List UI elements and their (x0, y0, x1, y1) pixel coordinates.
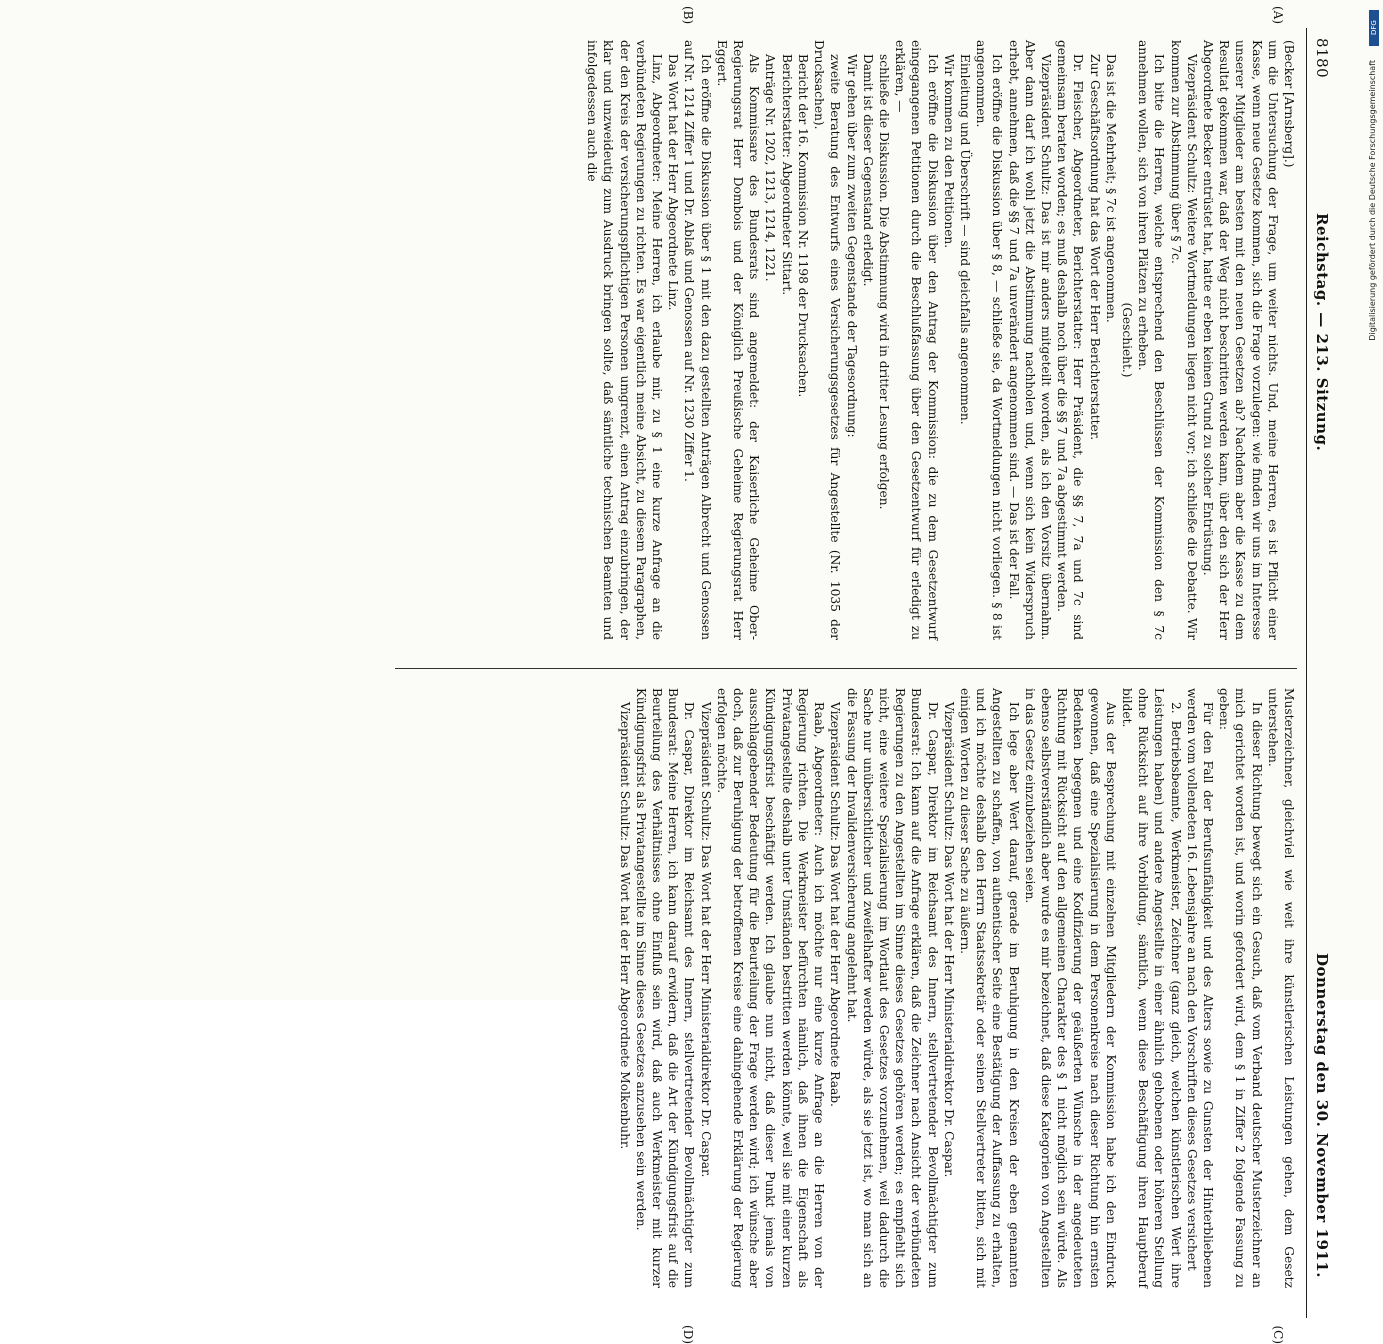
right-column-paragraph: Für den Fall der Berufsunfähigkeit und des Alters sowie zu Gunsten der Hinterbliebenen werden vom vollendeten 16. Lebensjahre an nach den Vorschriften dieses Gesetzes versichert (1184, 688, 1215, 1288)
margin-marker-d: (D) (681, 1325, 695, 1344)
left-column-paragraph: Linz, Abgeordneter: Meine Herren, ich erlaube mir, zu § 1 eine kurze Anfrage an die verbündeten Regierungen zu richten. Es war eigentlich meine Absicht, zu diesem Paragraphen, der den Kreis der versicherungspflichtigen Personen umgrenzt, einen Antrag einzubringen, der klar und unzweideutig zum Ausdruck bringen sollte, daß sämtliche technischen Beamten und infolgedessen auch die (585, 40, 665, 640)
page-number: 8180 (1313, 38, 1331, 79)
session-date: Donnerstag den 30. November 1911. (1313, 952, 1331, 1278)
page-header (1306, 28, 1335, 1318)
left-column-paragraph: Ich bitte die Herren, welche entsprechend den Beschlüssen der Kommission den § 7c annehmen wollen, sich von ihren Plätzen zu erheben. (1136, 40, 1167, 640)
right-column-paragraph: Dr. Caspar, Direktor im Reichsamt des Innern, stellvertretender Bevollmächtigter zum Bundesrat: Meine Herren, ich kann darauf erwidern, daß die Art der Kündigungsfrist auf die Beurteilung des Verhältnisses ohne Einfluß sein wird, daß auch Werkmeister mit kurzer Kündigungsfrist als Privatangestellte im Sinne dieses Gesetzes anzusehen sein werden. (633, 688, 697, 1288)
digitization-note: Digitalisierung gefördert durch die Deutsche Forschungsgemeinschaft (1368, 60, 1377, 341)
left-column-paragraph: Damit ist dieser Gegenstand erledigt. (860, 54, 875, 287)
right-column-paragraph: 2. Betriebsbeamte, Werkmeister, Zeichner (ganz gleich, welchen künstlerischen Wert ihre Leistungen haben) und andere Angestellte in einer ähnlich gehobenen oder höheren Stellung ohne Rücksicht auf ihre Vorbildung, sämtlich, wenn diese Beschäftigung ihren Hauptberuf bildet. (1119, 688, 1183, 1288)
column-divider (395, 668, 1297, 669)
left-column-paragraph: Das Wort hat der Herr Abgeordnete Linz. (666, 54, 681, 311)
left-column-paragraph: Das ist die Mehrheit; § 7c ist angenommen. (1103, 54, 1118, 323)
left-column-paragraph: schließe die Diskussion. Die Abstimmung wird in dritter Lesung erfolgen. (876, 54, 891, 510)
left-column-paragraph: (Becker [Arnsberg].) (1282, 40, 1296, 168)
margin-marker-c: (C) (1271, 1325, 1285, 1344)
right-column-paragraph: Ich lege aber Wert darauf, gerade im Beruhigung in den Kreisen der eben genannten Angestellten zu schaffen, von authentischer Seite eine Bestätigung der Auffassung zu erhalten, und ich möchte deshalb den Herrn Staatssekretär oder seinen Stellvertreter bitten, sich mit einigen Worten zu dieser Sache zu äußern. (957, 688, 1021, 1288)
left-column-paragraph: Wir gehen über zum zweiten Gegenstande der Tagesordnung: (844, 54, 859, 438)
left-column-paragraph: Ich eröffne die Diskussion über den Antrag der Kommission: die zu dem Gesetzentwurf eingegangenen Petitionen durch die Beschlußfassung über den Gesetzentwurf für erledigt zu erklären, — (893, 40, 940, 640)
right-column-paragraph: Vizepräsident Schultz: Das Wort hat der Herr Ministerialdirektor Dr. Caspar. (941, 702, 956, 1178)
left-column-paragraph: Einleitung und Überschrift — sind gleichfalls angenommen. (957, 54, 972, 425)
left-column-paragraph: Dr. Fleischer, Abgeordneter, Berichterstatter: Herr Präsident, die §§ 7, 7a und 7c sind gemeinsam beraten worden; es muß deshalb noch über die §§ 7 und 7a abgestimmt werden. (1055, 40, 1086, 640)
left-column-paragraph: um die Untersuchung der Frage, um weiter nichts. Und, meine Herren, es ist Pflicht einer Kasse, wenn neue Gesetze kommen, sich die Frage vorzulegen: wie finden wir uns im Interesse unserer Mitglieder am besten mit den neuen Gesetzen ab? Nachdem aber die Kasse zu dem Resultat gekommen war, daß der Weg nicht beschritten werden kann, über den sich der Herr Abgeordnete Becker entrüstet hat, hatte er eben keinen Grund zu solcher Entrüstung. (1200, 40, 1280, 640)
right-column-paragraph: Dr. Caspar, Direktor im Reichsamt des Innern, stellvertretender Bevollmächtigter zum Bundesrat: Ich kann auf die Anfrage erklären, daß die Zeichner nach Ansicht der verbündeten Regierungen zu den Angestellten im Sinne dieses Gesetzes gehören werden; es empfiehlt sich nicht, eine weitere Spezialisierung im Wortlaut des Gesetzes vorzunehmen, weil dadurch die Sache nur unübersichtlicher und zweifelhafter werden würde, als sie jetzt ist, wo man sich an die Fassung der Invalidenversicherung angelehnt hat. (844, 688, 940, 1288)
left-column-paragraph: Ich eröffne die Diskussion über § 8, — schließe sie, da Wortmeldungen nicht vorliegen. § 8 ist angenommen. (974, 40, 1005, 640)
left-column-paragraph: Ich eröffne die Diskussion über § 1 mit den dazu gestellten Anträgen Albrecht und Genossen auf Nr. 1214 Ziffer 1 und Dr. Ablaß und Genossen auf Nr. 1230 Ziffer 1. (682, 40, 713, 640)
left-column-paragraph: Anträge Nr. 1202, 1213, 1214, 1221. (763, 54, 778, 282)
left-column-paragraph: Wir kommen zu den Petitionen. (941, 54, 956, 249)
right-column (616, 688, 1297, 1288)
right-column-paragraph: Aus der Besprechung mit einzelnen Mitgliedern der Kommission habe ich den Eindruck gewonnen, daß eine Spezialisierung in dem Personenkreise nach dieser Richtung hin ernsten Bedenken begegnen und eine Kodifizierung der geäußerten Wünsche in der angedeuteten Richtung mit Rücksicht auf den allgemeinen Charakter des § 1 nicht möglich sein würde. Als ebenso selbstverständlich aber wurde es mir bezeichnet, daß diese Kategorien von Angestellten in das Gesetz einzubeziehen seien. (1022, 688, 1118, 1288)
right-column-paragraph: In dieser Richtung bewegt sich ein Gesuch, daß vom Verband deutscher Musterzeichner an mich gerichtet worden ist, und worin gefordert wird, dem § 1 in Ziffer 2 folgende Fassung zu geben: (1217, 688, 1264, 1288)
left-column-paragraph: Zur Geschäftsordnung hat das Wort der Herr Berichterstatter. (1087, 54, 1102, 441)
rotated-page-content (395, 6, 1335, 1344)
right-column-paragraph: Raab, Abgeordneter: Auch ich möchte nur eine kurze Anfrage an die Herren von der Regierung richten. Die Werkmeister befürchten nämlich, daß ihnen die Eigenschaft als Privatangestellte deshalb unter Umständen bestritten werden könnte, weil sie mit einer kurzen Kündigungsfrist beschäftigt werden. Ich glaube nun nicht, daß dieser Punkt jemals von ausschlaggebender Bedeutung für die Beurteilung der Frage werden wird; ich wünsche aber doch, daß zur Beruhigung der betroffenen Kreise eine dahingehende Erklärung der Regierung erfolgen möchte. (714, 688, 827, 1288)
right-column-paragraph: Musterzeichner, gleichviel wie weit ihre künstlerischen Leistungen gehen, dem Gesetz unterstehen. (1265, 688, 1296, 1288)
right-column-paragraph: Vizepräsident Schultz: Das Wort hat der Herr Abgeordnete Molkenbuhr. (617, 702, 632, 1150)
right-column-paragraph: Vizepräsident Schultz: Das Wort hat der Herr Abgeordnete Raab. (828, 702, 843, 1107)
dfg-logo: DFG (1369, 10, 1379, 46)
margin-marker-b: (B) (681, 6, 695, 25)
left-column-paragraph: Vizepräsident Schultz: Weitere Wortmeldungen liegen nicht vor; ich schließe die Debatte. Wir kommen zur Abstimmung über § 7c. (1168, 40, 1199, 640)
margin-marker-a: (A) (1271, 6, 1285, 25)
left-column (584, 40, 1297, 640)
session-title: Reichstag. — 213. Sitzung. (1313, 213, 1331, 452)
left-column-paragraph: (Geschieht.) (1119, 302, 1134, 378)
right-column-paragraph: Vizepräsident Schultz: Das Wort hat der Herr Ministerialdirektor Dr. Caspar. (698, 702, 713, 1178)
left-column-paragraph: zweite Beratung des Entwurfs eines Versicherungsgesetzes für Angestellte (Nr. 1035 der Drucksachen). (812, 40, 843, 640)
left-column-paragraph: Vizepräsident Schultz: Das ist mir anders mitgeteilt worden, als ich den Vorsitz übernahm. Aber dann darf ich wohl jetzt die Abstimmung nachholen und, wenn sich kein Widerspruch erhebt, annehmen, daß die §§ 7 und 7a unverändert angenommen sind. — Das ist der Fall. (1006, 40, 1053, 640)
left-column-paragraph: Als Kommissare des Bundesrats sind angemeldet: der Kaiserliche Geheime Ober-Regierungsrat Herr Dombois und der Königlich Preußische Geheime Regierungsrat Herr Eggert. (714, 40, 762, 640)
left-column-paragraph: Berichterstatter: Abgeordneter Sittart. (779, 54, 794, 296)
left-column-paragraph: Bericht der 16. Kommission Nr. 1198 der Drucksachen. (795, 54, 810, 398)
